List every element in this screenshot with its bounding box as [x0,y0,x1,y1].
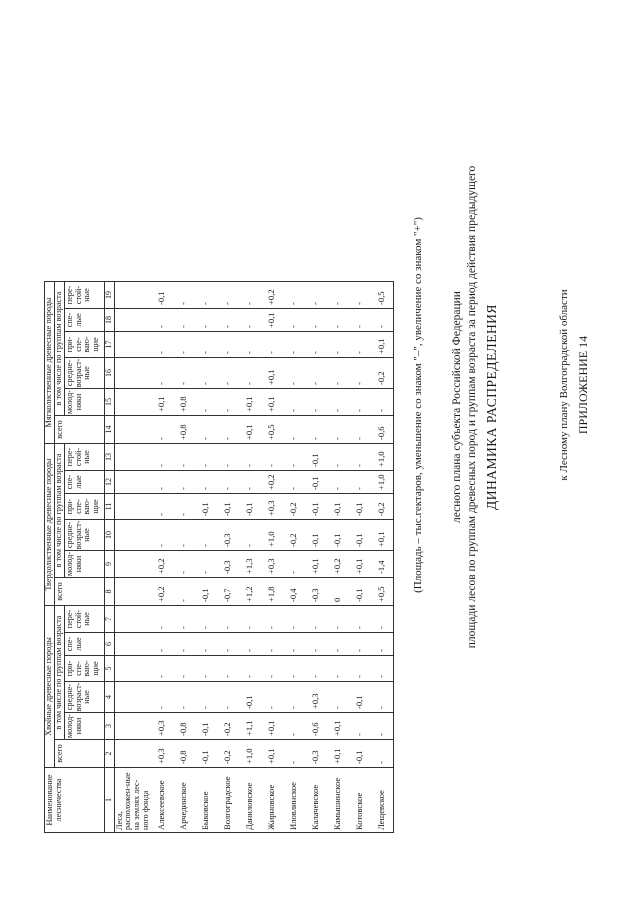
column-number: 1 [105,768,115,833]
table-cell: -0,1 [239,682,261,713]
header-age-overmature: пере-стой-ные [65,282,105,309]
table-cell: - [305,309,327,332]
table-cell: +0,1 [305,551,327,578]
table-cell: +0,2 [261,471,283,494]
table-cell: - [371,656,394,682]
table-cell: - [261,682,283,713]
table-row [217,282,239,833]
table-cell: - [195,416,217,444]
table-cell: - [371,606,394,633]
table-cell: - [173,358,195,389]
table-cell: -0,1 [239,494,261,520]
table-cell: -0,1 [349,494,371,520]
table-cell: +0,1 [349,551,371,578]
table-cell: - [217,606,239,633]
table-cell: - [151,416,173,444]
table-cell: -0,1 [195,740,217,768]
forestry-name: Камышинское [327,768,349,833]
table-cell: -0,1 [305,520,327,551]
table-cell: - [327,389,349,416]
table-cell: -0,1 [349,740,371,768]
table-cell: -0,2 [217,740,239,768]
table-cell: - [261,444,283,471]
table-cell: +1,0 [371,471,394,494]
table-row [305,282,327,833]
table-cell: - [239,606,261,633]
header-group-softwood: Мягколиственные древесные породы [45,282,55,444]
table-cell: - [371,309,394,332]
column-number: 4 [105,682,115,713]
table-cell: - [173,309,195,332]
table-cell: - [349,282,371,309]
column-number: 13 [105,444,115,471]
header-group-conifer: Хвойные древесные породы [45,606,55,768]
table-cell: - [283,471,305,494]
header-age-maturing: при-спе-ваю-щие [65,656,105,682]
header-age-mature: спе-лые [65,471,105,494]
forestry-name: Жирновское [261,768,283,833]
table-cell: - [261,332,283,358]
forestry-name: Арчединское [173,768,195,833]
table-cell: -0,2 [371,358,394,389]
column-number: 6 [105,633,115,656]
table-cell: +0,1 [371,520,394,551]
forestry-name: Даниловское [239,768,261,833]
forestry-name: Лещевское [371,768,394,833]
table-cell: - [283,633,305,656]
table-cell: +1,0 [371,444,394,471]
table-cell: -0,6 [305,713,327,740]
table-cell: +1,3 [239,551,261,578]
table-cell: -0,3 [305,578,327,606]
table-cell: - [195,444,217,471]
table-cell: -0,8 [173,713,195,740]
table-cell: -0,1 [305,444,327,471]
table-cell: - [261,633,283,656]
table-cell: - [305,389,327,416]
header-incl-age: в том числе по группам возраста [55,444,65,578]
table-cell: -0,1 [195,494,217,520]
table-cell: - [239,444,261,471]
table-cell: +1,8 [261,578,283,606]
table-cell: - [283,656,305,682]
column-number: 9 [105,551,115,578]
table-cell: - [195,682,217,713]
table-cell: - [349,332,371,358]
table-cell: +1,1 [239,713,261,740]
table-cell: - [305,332,327,358]
table-cell: +0,1 [239,416,261,444]
table-cell: - [349,358,371,389]
header-age-middle: средне-возраст-ные [65,682,105,713]
table-cell: -0,1 [305,494,327,520]
table-cell: +0,5 [371,578,394,606]
table-cell: - [151,309,173,332]
table-cell: - [195,309,217,332]
table-cell: - [349,633,371,656]
table-cell: - [349,416,371,444]
table-row [283,282,305,833]
header-total: всего [55,416,105,444]
table-cell: - [151,358,173,389]
forestry-name: Волгоградское [217,768,239,833]
table-cell: - [195,520,217,551]
table-cell: +0,2 [151,578,173,606]
header-age-young: молод-няки [65,713,105,740]
table-cell: +1,2 [239,578,261,606]
table-cell: -0,2 [283,494,305,520]
table-cell: - [173,606,195,633]
table-cell: - [283,551,305,578]
document-subtitle-line-1: площади лесов по группам древесных пород и группам возраста за период действия предыдущего [466,165,478,649]
table-cell: - [217,282,239,309]
table-cell: - [173,282,195,309]
table-cell: - [283,606,305,633]
table-cell: - [283,713,305,740]
table-cell: - [151,633,173,656]
table-cell: +0,8 [173,416,195,444]
column-number: 17 [105,332,115,358]
table-cell: - [151,444,173,471]
table-cell: +0,1 [239,389,261,416]
forestry-name: Котовское [349,768,371,833]
column-number: 14 [105,416,115,444]
forestry-name: Алексеевское [151,768,173,833]
section-row [115,282,152,833]
table-cell: - [195,551,217,578]
forestry-name: Иловлинское [283,768,305,833]
table-cell: - [327,656,349,682]
column-number: 11 [105,494,115,520]
table-row [173,282,195,833]
table-cell: -0,7 [217,578,239,606]
table-cell: - [195,656,217,682]
table-cell: - [173,578,195,606]
document-title: ДИНАМИКА РАСПРЕДЕЛЕНИЯ [484,304,499,510]
header-forestry-name: Наименование лесничества [45,768,105,833]
table-cell: - [151,494,173,520]
table-cell: - [217,682,239,713]
table-cell: -0,3 [217,551,239,578]
table-cell: - [195,633,217,656]
table-cell: - [327,444,349,471]
table-cell: -0,1 [349,578,371,606]
column-number: 3 [105,713,115,740]
table-cell: - [239,633,261,656]
table-cell: +0,3 [305,682,327,713]
forest-area-dynamics-table [44,281,394,833]
table-cell: - [305,656,327,682]
table-cell: - [327,416,349,444]
table-cell: - [173,551,195,578]
section-label: Леса, расположен-ные на землях лес-ного фонда [115,768,152,833]
appendix-reference: к Лесному плану Волгоградской области [558,289,570,481]
table-cell: - [283,416,305,444]
table-cell: +0,1 [261,309,283,332]
table-cell: - [217,358,239,389]
table-cell: -0,1 [349,520,371,551]
appendix-number: ПРИЛОЖЕНИЕ 14 [576,335,590,435]
table-cell: +0,1 [151,389,173,416]
column-number: 5 [105,656,115,682]
table-cell: - [327,606,349,633]
table-cell: - [173,682,195,713]
table-cell: +0,3 [151,713,173,740]
table-cell: - [283,309,305,332]
table-cell: +0,3 [261,551,283,578]
table-cell: -0,4 [283,578,305,606]
header-age-mature: спе-лые [65,633,105,656]
table-cell: - [217,633,239,656]
column-number: 12 [105,471,115,494]
table-cell: -0,8 [173,740,195,768]
table-cell: - [239,520,261,551]
table-cell: - [151,656,173,682]
table-row [349,282,371,833]
table-cell: - [327,309,349,332]
table-cell: - [305,358,327,389]
table-cell: - [151,332,173,358]
table-cell: -0,2 [217,713,239,740]
forestry-name: Калачевское [305,768,327,833]
table-cell: - [217,656,239,682]
table-cell: - [283,740,305,768]
table-cell: +0,1 [327,740,349,768]
table-cell: +0,3 [151,740,173,768]
document-subtitle-line-2: лесного плана субъекта Российской Федерации [451,291,463,523]
table-cell: -1,4 [371,551,394,578]
table-cell: - [349,471,371,494]
table-cell: - [261,606,283,633]
table-cell: -0,1 [305,471,327,494]
column-number: 19 [105,282,115,309]
table-cell: - [283,282,305,309]
header-age-mature: спе-лые [65,309,105,332]
table-cell: - [239,309,261,332]
table-cell: - [349,309,371,332]
table-cell: - [195,471,217,494]
header-age-middle: средне-возраст-ные [65,520,105,551]
table-cell: - [327,358,349,389]
table-cell: +0,2 [151,551,173,578]
table-cell: -0,2 [371,494,394,520]
table-cell: - [305,606,327,633]
table-cell: -0,1 [217,494,239,520]
table-cell: - [173,520,195,551]
table-cell: - [261,656,283,682]
table-cell: -0,1 [195,713,217,740]
table-cell: - [195,332,217,358]
table-cell: - [327,682,349,713]
table-row [195,282,217,833]
table-cell: +0,2 [261,282,283,309]
table-cell: - [305,416,327,444]
table-cell: - [283,444,305,471]
table-row [239,282,261,833]
table-cell: -0,1 [349,682,371,713]
table-cell: +0,1 [261,740,283,768]
table-cell: +0,1 [371,332,394,358]
table-cell: - [239,358,261,389]
table-cell: -0,2 [283,520,305,551]
column-number: 7 [105,606,115,633]
table-cell: - [283,358,305,389]
table-cell: - [217,471,239,494]
table-cell: - [283,682,305,713]
table-cell: - [239,471,261,494]
table-cell: - [327,282,349,309]
table-cell: - [195,606,217,633]
table-cell: +0,1 [261,713,283,740]
table-cell: - [173,494,195,520]
header-group-hardwood: Твердолиственные древесные породы [45,444,55,606]
header-age-young: молод-няки [65,551,105,578]
table-cell: - [173,656,195,682]
table-cell: +0,5 [261,416,283,444]
table-cell: 0 [327,578,349,606]
header-age-overmature: пере-стой-ные [65,606,105,633]
table-cell: - [217,444,239,471]
table-cell: +0,2 [327,551,349,578]
table-cell: - [305,282,327,309]
table-row [327,282,349,833]
table-cell: +1,0 [261,520,283,551]
column-number-row [105,282,115,833]
table-cell: - [349,606,371,633]
table-cell: - [349,389,371,416]
column-number: 18 [105,309,115,332]
table-cell: - [371,713,394,740]
header-age-overmature: пере-стой-ные [65,444,105,471]
table-cell: - [217,332,239,358]
table-cell: +0,3 [261,494,283,520]
table-cell: -0,3 [217,520,239,551]
table-cell: - [349,656,371,682]
table-cell: - [151,471,173,494]
table-cell: +1,0 [239,740,261,768]
table-cell: - [173,633,195,656]
table-cell: - [217,389,239,416]
table-cell: - [371,389,394,416]
table-cell: -0,1 [327,520,349,551]
column-number: 2 [105,740,115,768]
header-age-maturing: при-спе-ваю-щие [65,332,105,358]
column-number: 8 [105,578,115,606]
table-cell: - [283,389,305,416]
header-total: всего [55,740,105,768]
table-cell: -0,5 [371,282,394,309]
table-cell: -0,3 [305,740,327,768]
table-cell: - [151,682,173,713]
header-total: всего [55,578,105,606]
column-number: 16 [105,358,115,389]
table-cell: -0,1 [327,494,349,520]
table-cell: -0,1 [151,282,173,309]
header-incl-age: в том числе по группам возраста [55,282,65,416]
table-cell: - [151,606,173,633]
table-cell: - [173,471,195,494]
table-cell: -0,6 [371,416,394,444]
table-cell: -0,1 [195,578,217,606]
table-row [261,282,283,833]
table-cell: - [173,332,195,358]
table-cell: - [327,633,349,656]
table-cell: +0,1 [327,713,349,740]
table-row [151,282,173,833]
column-number: 15 [105,389,115,416]
table-cell: - [173,444,195,471]
table-cell: - [305,633,327,656]
forestry-name: Быковское [195,768,217,833]
header-age-middle: средне-возраст-ные [65,358,105,389]
table-cell: - [217,309,239,332]
table-cell: - [283,332,305,358]
table-cell: - [349,713,371,740]
column-number: 10 [105,520,115,551]
table-cell: - [217,416,239,444]
table-cell: - [349,444,371,471]
table-cell: - [151,520,173,551]
table-cell: - [195,389,217,416]
table-cell: - [195,282,217,309]
table-cell: - [371,740,394,768]
table-row [371,282,394,833]
header-age-young: молод-няки [65,389,105,416]
table-cell: - [239,332,261,358]
table-cell: - [239,656,261,682]
table-cell: - [327,332,349,358]
table-cell: - [371,633,394,656]
table-cell: - [195,358,217,389]
table-cell: - [327,471,349,494]
table-cell: - [239,282,261,309]
unit-note: (Площадь – тыс.гектаров, уменьшение со знаком "–", увеличение со знаком "+") [412,217,424,593]
table-cell: +0,8 [173,389,195,416]
header-age-maturing: при-спе-ваю-щие [65,494,105,520]
table-cell: +0,1 [261,389,283,416]
header-incl-age: в том числе по группам возраста [55,606,65,740]
table-cell: - [371,682,394,713]
table-cell: +0,1 [261,358,283,389]
